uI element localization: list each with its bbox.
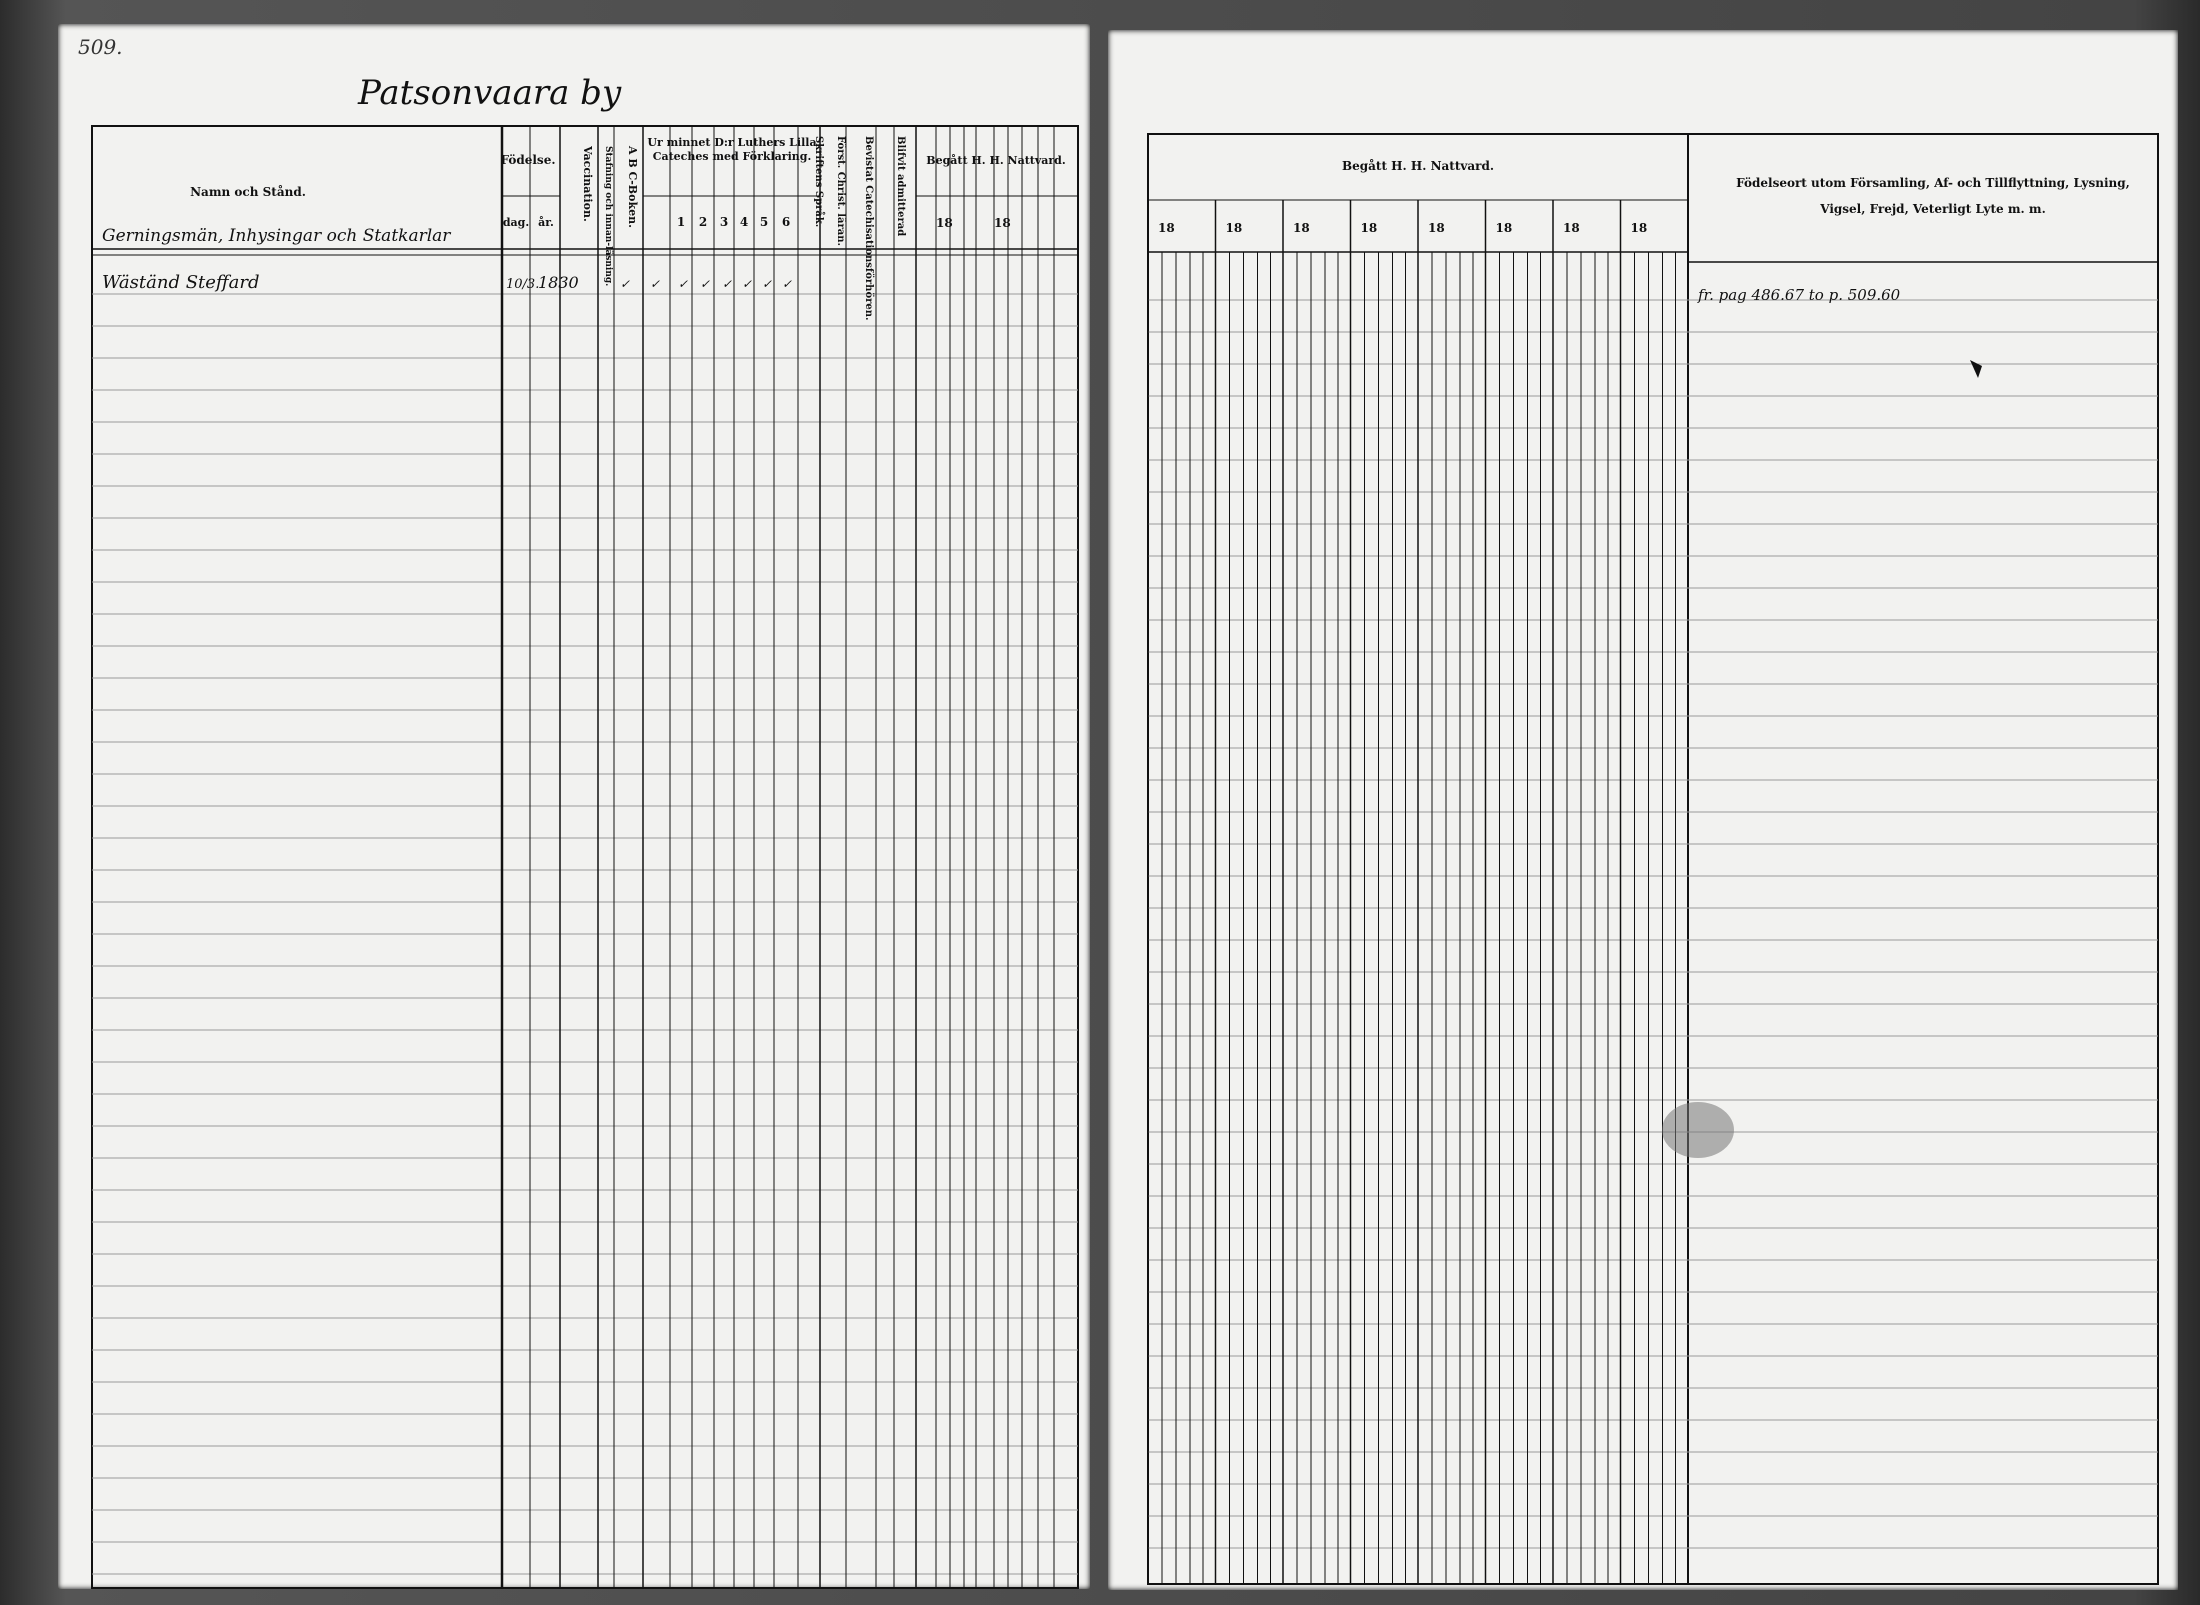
header-birth: Födelse. [500,153,556,167]
entry-mark: ✓ [742,277,753,291]
header-abc: A B C-Boken. [626,146,639,228]
header-skrift: Skriftens Språk. [813,136,824,228]
header-communion: Begått H. H. Nattvard. [926,154,1066,167]
entry-day: 10/3. [506,277,540,292]
header-remarks-box [1728,170,2138,230]
village-title: Patsonvaara by [358,73,622,113]
entry-mark: ✓ [782,277,793,291]
entry-mark: ✓ [650,277,661,291]
header-bevistat: Bevistat Catechisationsförhören. [863,136,874,321]
entry-name: Wäständ Steffard [102,272,260,293]
right-column-lines [1148,200,1676,1584]
ink-spot [1970,360,1982,378]
year-prefix: 18 [1630,221,1648,235]
table-frame [92,126,1078,1588]
header-forst: Först. Christ. läran. [835,136,846,246]
year-prefix: 18 [1495,221,1513,235]
year-prefix: 18 [1563,221,1580,235]
right-year-prefixes [1158,221,1647,235]
catechism-col-number: 4 [739,215,749,229]
entry-year: 1830 [538,273,579,292]
header-catechism: Ur minnet D:r Luthers Lilla Cateches med Förklaring. [647,136,817,163]
entry-remark: fr. pag 486.67 to p. 509.60 [1698,286,1901,304]
year-prefix: 18 [1225,221,1243,235]
entry-mark: ✓ [722,277,733,291]
catechism-col-number: 5 [759,215,769,229]
header-remarks: Födelseort utom Församling, Af- och Tillflyttning, Lysning, Vigsel, Frejd, Veterligt Lyte m. m. [1736,176,2130,216]
header-admitted: Blifvit admitterad [895,136,906,237]
left-page [58,24,1090,1589]
year-prefix: 18 [1293,221,1310,235]
right-page-svg [1108,30,2178,1590]
header-vaccination: Vaccination. [581,146,594,222]
year-prefix-1: 18 [936,216,953,230]
left-page-svg [58,24,1090,1589]
entry-mark: ✓ [762,277,773,291]
folio-number: 509. [78,35,123,59]
right-ruled-lines [1148,300,2158,1548]
left-column-lines [502,126,1054,1588]
catechism-col-number: 3 [719,215,729,229]
header-name: Namn och Stånd. [190,185,306,199]
right-page [1108,30,2178,1590]
right-table-frame [1148,134,2158,1584]
year-prefix: 18 [1428,221,1445,235]
left-ruled-lines [92,294,1078,1574]
header-year: år. [538,216,554,229]
year-prefix: 18 [1360,221,1378,235]
catechism-col-number: 6 [781,215,791,229]
section-heading: Gerningsmän, Inhysingar och Statkarlar [102,226,451,246]
entry-mark: ✓ [678,277,689,291]
entry-mark: ✓ [620,277,631,291]
year-prefix: 18 [1158,221,1175,235]
catechism-col-number: 2 [698,215,708,229]
header-reading: Stafning och innan-läsning. [603,146,613,287]
right-header-communion: Begått H. H. Nattvard. [1341,159,1495,173]
entry-marks [620,277,792,291]
catechism-col-number: 1 [676,215,686,229]
ink-blot [1662,1102,1734,1158]
header-catechism-box [644,136,820,196]
entry-mark: ✓ [700,277,711,291]
year-prefix-2: 18 [994,216,1011,230]
header-day: dag. [502,216,530,229]
